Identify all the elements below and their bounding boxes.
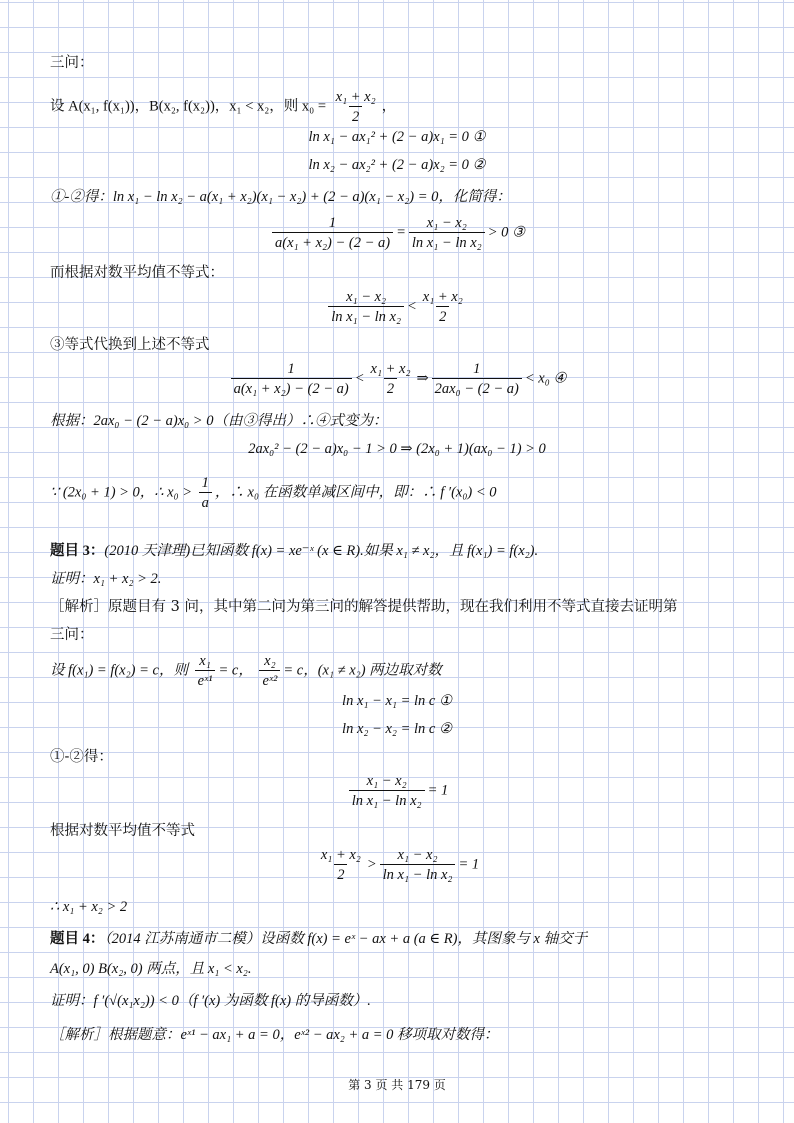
equation-2: ln x₂ − ax₂² + (2 − a)x₂ = 0 ② [308, 157, 486, 173]
problem-3-label: 题目 3： [50, 543, 105, 559]
line-genju-1: 而根据对数平均值不等式： [50, 265, 224, 281]
inequality-log-mean-1: $\frac{\text{x₁ − x₂}}{\text{ln x₁ − ln x₂}}$ < $\frac{\text{x₁ + x₂}}{2}$ [0, 288, 794, 326]
problem-3-analysis-2: 三问： [50, 627, 94, 643]
problem-4-prove: 证明：f ′(√(x₁x₂)) < 0（f ′(x) 为函数 f(x) 的导函数）. [50, 993, 371, 1009]
problem-4-label: 题目 4： [50, 931, 105, 947]
problem-3-statement: 题目 3：(2010 天津理)已知函数 f(x) = xe⁻ˣ (x ∈ R).如果 x₁ ≠ x₂，且 f(x₁) = f(x₂). [50, 543, 539, 559]
line-conclusion: ∵ (2x₀ + 1) > 0，∴ x₀ > $\frac{1}{a}$ ，∴ x₀ 在函数单减区间中，即：∴ f ′(x₀) < 0 [50, 475, 497, 511]
fraction-x0: $\frac{\text{x₁ + x₂}}{2}$ [335, 89, 376, 125]
equation-5: 2ax₀² − (2 − a)x₀ − 1 > 0 ⇒ (2x₀ + 1)(ax₀ − 1) > 0 [248, 441, 546, 457]
equation-3: $\frac{1}{\text{a(x₁ + x₂) − (2 − a)}}$ = $\frac{\text{x₁ − x₂}}{\text{ln x₁ − ln x₂}}$ > 0 ③ [0, 214, 794, 252]
problem-3-final: ∴ x₁ + x₂ > 2 [50, 899, 128, 915]
problem-3-eq2: ln x₂ − x₂ = ln c ② [342, 721, 452, 737]
problem-3-eq4: $\frac{\text{x₁ + x₂}}{2}$ > $\frac{\text{x₁ − x₂}}{\text{ln x₁ − ln x₂}}$ = 1 [320, 847, 480, 883]
page-footer: 第 3 页 共 179 页 [348, 1078, 446, 1092]
problem-4-statement-2: A(x₁, 0) B(x₂, 0) 两点，且 x₁ < x₂. [50, 961, 252, 977]
problem-3-eq1: ln x₁ − x₁ = ln c ① [342, 693, 452, 709]
problem-3-prove: 证明：x₁ + x₂ > 2. [50, 571, 162, 587]
line-she: 设 A(x₁, f(x₁))，B(x₂, f(x₂))，x₁ < x₂，则 x₀ = $\frac{\text{x₁ + x₂}}{2}$ ， [50, 89, 397, 125]
line-daihuan: ③等式代换到上述不等式 [50, 337, 210, 353]
line-genju-2: 根据：2ax₀ − (2 − a)x₀ > 0（由③得出）∴④式变为： [50, 413, 388, 429]
problem-4-statement: 题目 4：（2014 江苏南通市二模）设函数 f(x) = eˣ − ax + a (a ∈ R)，其图象与 x 轴交于 [50, 931, 588, 947]
problem-3-genju: 根据对数平均值不等式 [50, 823, 195, 839]
problem-3-analysis-1: ［解析］原题目有 3 问，其中第二问为第三问的解答提供帮助，现在我们利用不等式直接去证明第 [50, 599, 678, 615]
heading-sanwen: 三问： [50, 55, 94, 71]
problem-3-she: 设 f(x₁) = f(x₂) = c，则 $\frac{\text{x₁}}{\text{eˣ¹}}$ = c， $\frac{\text{x₂}}{\text{eˣ²}}$ = c，(x₁ ≠ x₂) 两边取对数 [50, 653, 442, 689]
problem-4-analysis: ［解析］根据题意：eˣ¹ − ax₁ + a = 0，eˣ² − ax₂ + a = 0 移项取对数得： [50, 1027, 499, 1043]
equation-4: $\frac{1}{\text{a(x₁ + x₂) − (2 − a)}}$ < $\frac{\text{x₁ + x₂}}{2}$ ⇒ $\frac{1}{\text{2ax₀ − (2 − a)}}$ < x₀ ④ [0, 360, 794, 398]
line-subtract: ①-②得：ln x₁ − ln x₂ − a(x₁ + x₂)(x₁ − x₂) + (2 − a)(x₁ − x₂) = 0，化简得： [50, 189, 511, 205]
equation-1: ln x₁ − ax₁² + (2 − a)x₁ = 0 ① [308, 129, 486, 145]
problem-3-subtract: ①-②得： [50, 749, 113, 765]
problem-3-eq3: $\frac{\text{x₁ − x₂}}{\text{ln x₁ − ln x₂}}$ = 1 [0, 772, 794, 810]
